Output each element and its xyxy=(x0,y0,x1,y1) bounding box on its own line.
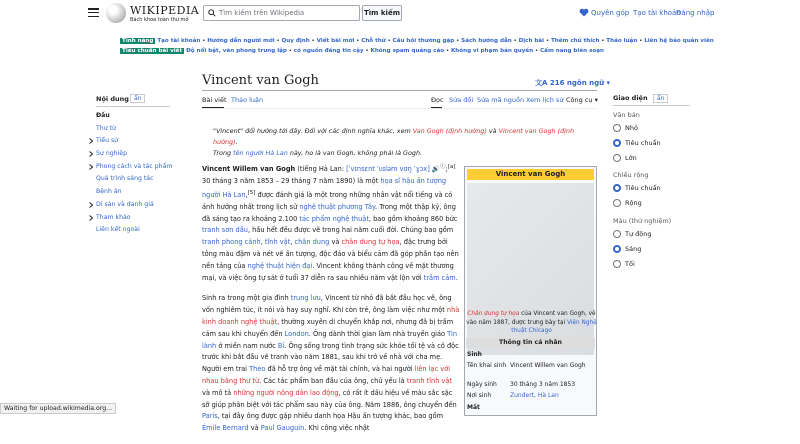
hatnote-link-van-gogh-disambig[interactable]: Van Gogh (định hướng) xyxy=(412,127,487,135)
article-link[interactable]: nghệ thuật hiện đại xyxy=(247,261,313,270)
infobox-mat-label: Mất xyxy=(467,404,480,411)
caption-link-self-portrait[interactable]: Chân dung tự họa xyxy=(467,311,520,317)
hatnote-text: và xyxy=(486,127,499,135)
heart-icon[interactable] xyxy=(579,8,589,17)
article-link[interactable]: tác phẩm nghệ thuật xyxy=(299,214,369,223)
banner-standards-link[interactable]: có nguồn đáng tin cậy xyxy=(293,47,364,54)
article-link[interactable]: Bỉ xyxy=(277,341,285,350)
citation-ref[interactable]: [5] xyxy=(247,189,256,196)
citation-ref[interactable]: ⓘ xyxy=(440,164,446,170)
text-size-label: Văn bản xyxy=(613,111,640,119)
tab-history[interactable]: Xem lịch sử xyxy=(526,96,564,104)
chevron-right-icon[interactable] xyxy=(88,151,94,157)
article-link[interactable]: nhà kinh doanh nghệ thuật xyxy=(202,306,460,326)
toc-item-label: Phong cách và tác phẩm xyxy=(96,162,173,170)
banner-standards-link[interactable]: Không spam quảng cáo xyxy=(370,47,445,54)
article-link[interactable]: tranh phong cảnh xyxy=(202,238,261,247)
appearance-option-label: Rộng xyxy=(625,199,642,207)
appearance-option-label: Nhỏ xyxy=(625,124,638,132)
article-link[interactable]: trầm cảm xyxy=(423,273,456,282)
article-link[interactable]: tĩnh vật xyxy=(264,238,291,247)
banner-features-link[interactable]: Câu hỏi thường gặp xyxy=(392,38,455,44)
banner-row-standards xyxy=(120,47,700,57)
tab-talk[interactable]: Thảo luận xyxy=(231,96,264,104)
login-link[interactable]: Đăng nhập xyxy=(676,9,715,17)
hatnote-text: Trong xyxy=(213,149,234,157)
hatnote xyxy=(213,126,597,159)
banner-separator: • xyxy=(385,38,393,44)
banner-features-link[interactable]: Thêm chú thích xyxy=(550,38,600,44)
translate-icon: 文A xyxy=(535,79,548,87)
language-button[interactable] xyxy=(535,78,610,88)
chevron-right-icon[interactable] xyxy=(88,202,94,208)
appearance-option[interactable] xyxy=(613,245,641,253)
site-header xyxy=(0,0,800,28)
banner-separator: • xyxy=(454,38,462,44)
search-icon xyxy=(208,9,216,17)
banner-features-link[interactable]: Tạo tài khoản xyxy=(157,38,201,44)
wikipedia-wordmark[interactable]: WIKIPEDIA xyxy=(130,4,200,17)
hatnote-text: . xyxy=(235,138,238,146)
search-box xyxy=(203,5,360,21)
toc-item-label: Đầu xyxy=(96,112,110,119)
toc-item-label: Bệnh án xyxy=(96,188,122,196)
hatnote-text: ho xyxy=(305,149,314,157)
tools-label: Công cụ xyxy=(566,96,593,104)
banner-features-link[interactable]: Viết bài mới xyxy=(316,38,355,44)
infobox-title: Vincent van Gogh xyxy=(467,169,594,180)
banner-features-link[interactable]: Dịch bài xyxy=(518,38,545,44)
article-link[interactable]: họa sĩ hậu ấn tượng xyxy=(380,176,447,185)
appearance-hide-button[interactable]: ẩn xyxy=(653,94,668,103)
banner-separator: • xyxy=(444,47,451,54)
banner-features-link[interactable]: Hướng dẫn người mới xyxy=(207,38,275,44)
appearance-option[interactable] xyxy=(613,230,652,238)
search-input[interactable] xyxy=(219,7,357,19)
appearance-option-label: Sáng xyxy=(625,245,642,253)
banner-standards-link[interactable]: Không vi phạm bản quyền xyxy=(450,47,534,54)
banner-features-link[interactable]: Liên hệ bảo quản viên xyxy=(644,38,714,44)
appearance-option-label: Lớn xyxy=(625,154,637,162)
tools-menu[interactable] xyxy=(566,96,598,104)
toc-item-label: Di sản và danh giá xyxy=(96,200,154,208)
article-link[interactable]: trung lưu xyxy=(290,294,321,303)
radio-button[interactable] xyxy=(613,124,621,132)
banner-separator: • xyxy=(533,47,541,54)
banner-standards-link[interactable]: Cẩm nang biên soạn xyxy=(540,47,604,54)
infobox-value-link[interactable]: Zundert, Hà Lan xyxy=(510,392,559,399)
toc-heading: Nội dung xyxy=(96,95,129,103)
tabs-divider xyxy=(202,108,597,109)
chevron-down-icon: ▾ xyxy=(594,96,598,104)
appearance-option[interactable] xyxy=(613,139,661,147)
banner-separator: • xyxy=(200,38,208,44)
toc-item-label: Tiểu sử xyxy=(96,137,119,145)
hatnote-text: là van Gogh, không phải là Gogh. xyxy=(313,149,423,157)
radio-button[interactable] xyxy=(613,230,621,238)
tab-edit-source[interactable]: Sửa mã nguồn xyxy=(477,96,525,104)
wikipedia-globe-icon[interactable] xyxy=(106,3,126,23)
color-label: Màu (thử nghiệm) xyxy=(613,217,672,225)
article-link[interactable]: những người nông dân lao động xyxy=(233,388,339,397)
banner-separator: • xyxy=(599,38,607,44)
toc-item-label: Sự nghiệp xyxy=(96,150,128,158)
intro-paragraph: Vincent Willem van Gogh (tiếng Hà Lan: [ˈvɪnsɛnt ˈʋɪləm vɑŋ ˈɣɔx] 🔊ⓘ;[a] 30 tháng 3 năm 1853 – 29 tháng 7 năm 1890) là một họa sĩ hậu ấn tượng người Hà Lan,[5] được đánh giá là một trong những nhân vật nổi tiếng và có ảnh hưởng nhất trong lịch sử nghệ thuật phương Tây. Trong một thập kỷ, ông đã sáng tạo ra khoảng 2.100 tác phẩm nghệ thuật, bao gồm khoảng 860 bức tranh sơn dầu, hầu hết đều được vẽ trong hai năm cuối đời. Chúng bao gồm tranh phong cảnh, tĩnh vật, chân dung và chân dung tự họa, đặc trưng bởi tông màu đậm và nét vẽ ấn tượng, độc đáo và biểu cảm đã góp phần tạo nên nền tảng của nghệ thuật hiện đại. Vincent không thành công về mặt thương mại, và việc ông tự sát ở tuổi 37 diễn ra sau nhiều năm vật lộn với trầm cảm. xyxy=(202,164,459,282)
infobox-row xyxy=(467,392,596,401)
title-divider xyxy=(202,90,597,91)
article-link[interactable]: chân dung tự họa xyxy=(341,238,400,247)
banner-features-link[interactable]: Sách hướng dẫn xyxy=(461,38,512,44)
article-link[interactable]: liên lạc với nhau bằng thư từ xyxy=(202,365,451,385)
toc-item-label: Quá trình sáng tác xyxy=(96,175,154,183)
toc-hide-button[interactable]: ẩn xyxy=(130,94,145,103)
caption-text: của Vincent van Gogh, vẽ vào năm 1887, được trưng bày tại xyxy=(466,311,596,326)
banner-separator: • xyxy=(637,38,645,44)
banner-separator: • xyxy=(274,38,282,44)
page-title: Vincent van Gogh xyxy=(202,73,319,88)
chevron-right-icon[interactable] xyxy=(88,138,94,144)
infobox-key: Tên khai sinh xyxy=(467,362,507,369)
radio-button[interactable] xyxy=(613,245,621,253)
appearance-option-label: Tiêu chuẩn xyxy=(625,184,661,192)
search-button[interactable]: Tìm kiếm xyxy=(362,5,402,21)
appearance-option[interactable] xyxy=(613,199,642,207)
article-link[interactable]: London xyxy=(284,329,309,338)
article-link[interactable]: [ˈvɪnsɛnt ˈʋɪləm vɑŋ ˈɣɔx] xyxy=(346,165,430,174)
banner-separator: • xyxy=(286,47,294,54)
hatnote-link-vincent-disambig[interactable]: Vincent van Gogh (định hướng) xyxy=(213,127,575,146)
banner-standards-link[interactable]: Độ nổi bật, văn phong trung lập xyxy=(186,47,287,54)
appearance-option-label: Tối xyxy=(625,260,635,268)
radio-button[interactable] xyxy=(613,260,621,268)
tab-edit[interactable]: Sửa đổi xyxy=(449,96,474,104)
banner-separator: • xyxy=(363,47,371,54)
appearance-option[interactable] xyxy=(613,184,661,192)
hatnote-text: này, xyxy=(287,149,306,157)
article-link[interactable]: Paris xyxy=(202,412,218,421)
banner-separator: • xyxy=(309,38,317,44)
hatnote-link-dutch-names[interactable]: tên người Hà Lan xyxy=(233,149,288,157)
article-link[interactable]: Paul Gauguin xyxy=(260,424,305,433)
tab-read[interactable]: Đọc xyxy=(431,96,444,104)
infobox-key: Nơi sinh xyxy=(467,392,492,399)
infobox-value: Vincent Willem van Gogh xyxy=(510,362,586,369)
toc-item-label: Tham khảo xyxy=(96,213,131,221)
appearance-heading: Giao diện xyxy=(613,94,648,102)
banner-separator: • xyxy=(544,38,551,44)
appearance-option-label: Tiêu chuẩn xyxy=(625,139,661,147)
appearance-option[interactable] xyxy=(613,260,635,268)
infobox-sinh-label: Sinh xyxy=(467,351,482,358)
appearance-option-label: Tự động xyxy=(625,230,652,238)
chevron-right-icon[interactable] xyxy=(88,215,94,221)
appearance-option[interactable] xyxy=(613,124,638,132)
banner-tag-standards: Tiêu chuẩn bài viết xyxy=(122,47,183,54)
article-link[interactable]: Theo xyxy=(249,365,266,374)
infobox-caption xyxy=(466,310,597,336)
infobox-section-header: Thông tin cá nhân xyxy=(466,338,595,348)
appearance-option[interactable] xyxy=(613,154,637,162)
infobox-row xyxy=(467,362,596,379)
article-body xyxy=(202,162,460,444)
infobox-value: 30 tháng 3 năm 1853 xyxy=(510,381,576,388)
radio-button[interactable] xyxy=(613,199,621,207)
banner-tag-features: Tính năng xyxy=(122,38,154,44)
toc-item-label: Thư từ xyxy=(96,124,116,132)
width-label: Chiều rộng xyxy=(613,171,649,179)
article-link[interactable]: tranh tĩnh vật xyxy=(406,376,453,385)
toc-item-label: Liên kết ngoài xyxy=(96,226,140,234)
article-link[interactable]: chân dung xyxy=(294,238,330,247)
banner-row-features xyxy=(120,37,714,47)
banner-separator: • xyxy=(354,38,362,44)
infobox-row xyxy=(467,381,596,390)
citation-ref[interactable]: [a] xyxy=(447,164,456,170)
tab-article[interactable]: Bài viết xyxy=(202,96,227,104)
hatnote-text: "Vincent" đổi hướng tới đây. Đối với các định nghĩa khác, xem xyxy=(213,127,413,135)
article-link[interactable]: tranh sơn dầu xyxy=(202,226,248,235)
second-paragraph: Sinh ra trong một gia đình trung lưu, Vincent từ nhỏ đã bắt đầu học vẽ, ông vốn nghiêm túc, ít nói và hay suy nghĩ. Khi còn trẻ, ông làm việc như một nhà kinh doanh nghệ thuật, thường xuyên di chuyển khắp nơi, nhưng đã bị trầm cảm sau khi chuyển đến London. Ông dành thời gian làm nhà truyền giáo Tin lành ở miền nam nước Bỉ. Ông sống trong tình trạng sức khỏe tồi tệ và cô độc trước khi bắt đầu vẽ tranh vào năm 1881, sau khi trở về nhà với cha mẹ. Người em trai Theo đã hỗ trợ ông về mặt tài chính, và hai người liên lạc với nhau bằng thư từ. Các tác phẩm ban đầu của ông, chủ yếu là tranh tĩnh vật và mô tả những người nông dân lao động, có rất ít dấu hiệu về màu sắc sặc sỡ giúp phân biệt với tác phẩm sau này của ông. Năm 1886, ông chuyển đến Paris, tại đây ông được gặp nhiều danh họa Hậu ấn tượng khác, bao gồm Émile Bernard và Paul Gauguin. Khi công việc nhật xyxy=(202,294,460,433)
radio-button[interactable] xyxy=(613,184,621,192)
article-subject-bold: Vincent Willem van Gogh xyxy=(202,165,296,174)
article-link[interactable]: Émile Bernard xyxy=(202,424,249,433)
site-notice-banner xyxy=(120,37,714,56)
chevron-right-icon[interactable] xyxy=(88,164,94,170)
create-account-link[interactable]: Tạo tài khoản xyxy=(633,9,681,17)
banner-features-link[interactable]: Quy định xyxy=(281,38,310,44)
donate-link[interactable]: Quyên góp xyxy=(591,9,630,17)
article-link[interactable]: nghệ thuật phương Tây xyxy=(299,202,376,211)
language-count: 216 ngôn ngữ xyxy=(549,79,605,87)
appearance-divider xyxy=(613,105,690,106)
article-link[interactable]: người Hà Lan xyxy=(202,190,246,199)
infobox-key: Ngày sinh xyxy=(467,381,497,388)
toc-divider xyxy=(96,106,170,107)
browser-status-bar: Waiting for upload.wikimedia.org... xyxy=(0,403,116,414)
radio-button[interactable] xyxy=(613,154,621,162)
caption-link-art-institute[interactable]: Viện Nghệ thuật Chicago xyxy=(511,319,597,334)
wikipedia-tagline: Bách khoa toàn thư mở xyxy=(130,17,189,23)
banner-separator: • xyxy=(511,38,519,44)
radio-button[interactable] xyxy=(613,139,621,147)
banner-features-link[interactable]: Thảo luận xyxy=(606,38,638,44)
article-link[interactable]: Tin lành xyxy=(202,329,457,350)
chevron-down-icon: ▾ xyxy=(606,79,611,87)
banner-features-link[interactable]: Chỗ thử xyxy=(361,38,386,44)
main-menu-icon[interactable] xyxy=(88,8,99,17)
